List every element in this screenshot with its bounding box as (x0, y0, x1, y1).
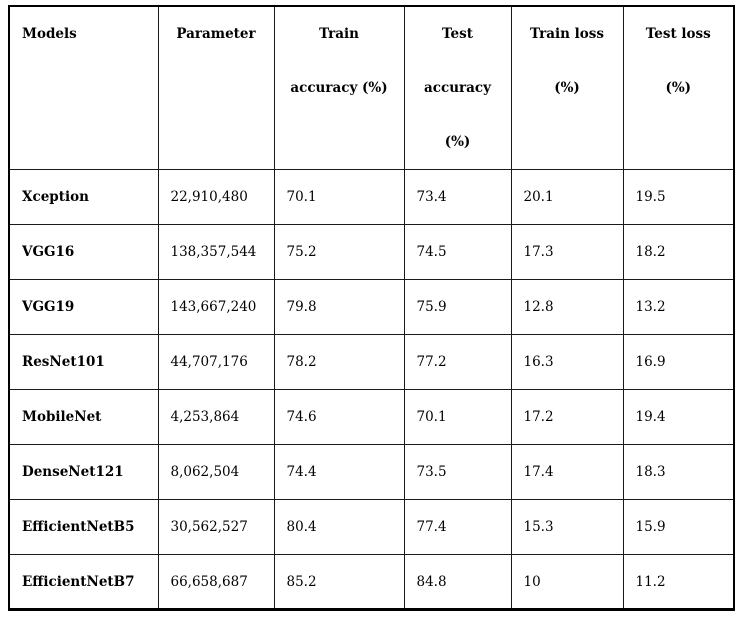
cell-parameter: 22,910,480 (158, 170, 274, 225)
cell-model: MobileNet (9, 390, 158, 445)
header-cell-test-accuracy (404, 6, 511, 170)
cell-train-accuracy: 80.4 (274, 500, 404, 555)
cell-train-loss: 16.3 (511, 335, 623, 390)
cell-train-accuracy: 74.4 (274, 445, 404, 500)
table-row (9, 555, 734, 610)
table-row (9, 170, 734, 225)
header-label-train-loss-line2: (%) (554, 80, 580, 96)
cell-train-accuracy: 85.2 (274, 555, 404, 610)
table-row (9, 335, 734, 390)
table-row (9, 445, 734, 500)
table-row (9, 500, 734, 555)
cell-train-loss: 15.3 (511, 500, 623, 555)
cell-model: EfficientNetB7 (9, 555, 158, 610)
cell-test-accuracy: 73.5 (404, 445, 511, 500)
cell-parameter: 30,562,527 (158, 500, 274, 555)
cell-test-accuracy: 70.1 (404, 390, 511, 445)
cell-train-loss: 10 (511, 555, 623, 610)
cell-parameter: 138,357,544 (158, 225, 274, 280)
header-label-models: Models (22, 26, 77, 42)
header-label-parameter: Parameter (176, 26, 256, 42)
cell-test-accuracy: 74.5 (404, 225, 511, 280)
header-cell-models (9, 6, 158, 170)
cell-test-loss: 18.3 (623, 445, 734, 500)
cell-train-loss: 12.8 (511, 280, 623, 335)
header-cell-train-accuracy (274, 6, 404, 170)
cell-test-loss: 13.2 (623, 280, 734, 335)
cell-model: VGG19 (9, 280, 158, 335)
table-row (9, 225, 734, 280)
header-label-train-loss-line1: Train loss (530, 26, 604, 42)
cell-test-accuracy: 75.9 (404, 280, 511, 335)
header-label-test-loss-line2: (%) (665, 80, 692, 96)
header-row (9, 6, 734, 170)
header-label-test-accuracy-line2: accuracy (424, 80, 491, 96)
cell-parameter: 8,062,504 (158, 445, 274, 500)
cell-parameter: 4,253,864 (158, 390, 274, 445)
cell-train-accuracy: 70.1 (274, 170, 404, 225)
model-comparison-table (8, 5, 735, 611)
header-label-test-accuracy-line1: Test (442, 26, 473, 42)
header-label-train-accuracy-line2: accuracy (%) (290, 80, 388, 96)
cell-model: VGG16 (9, 225, 158, 280)
cell-test-loss: 19.4 (623, 390, 734, 445)
cell-test-loss: 18.2 (623, 225, 734, 280)
header-label-test-loss-line1: Test loss (645, 26, 711, 42)
cell-train-loss: 20.1 (511, 170, 623, 225)
table-row (9, 280, 734, 335)
cell-train-accuracy: 79.8 (274, 280, 404, 335)
cell-parameter: 44,707,176 (158, 335, 274, 390)
cell-model: ResNet101 (9, 335, 158, 390)
header-cell-test-loss (623, 6, 734, 170)
cell-test-loss: 15.9 (623, 500, 734, 555)
header-cell-parameter (158, 6, 274, 170)
cell-parameter: 66,658,687 (158, 555, 274, 610)
cell-test-accuracy: 84.8 (404, 555, 511, 610)
cell-model: Xception (9, 170, 158, 225)
cell-train-loss: 17.2 (511, 390, 623, 445)
cell-train-loss: 17.4 (511, 445, 623, 500)
cell-test-loss: 16.9 (623, 335, 734, 390)
cell-train-accuracy: 78.2 (274, 335, 404, 390)
cell-test-loss: 19.5 (623, 170, 734, 225)
cell-train-accuracy: 74.6 (274, 390, 404, 445)
cell-test-loss: 11.2 (623, 555, 734, 610)
table-row (9, 390, 734, 445)
header-label-test-accuracy-line3: (%) (444, 134, 471, 150)
header-cell-train-loss (511, 6, 623, 170)
cell-train-loss: 17.3 (511, 225, 623, 280)
cell-test-accuracy: 73.4 (404, 170, 511, 225)
cell-model: EfficientNetB5 (9, 500, 158, 555)
cell-test-accuracy: 77.4 (404, 500, 511, 555)
cell-train-accuracy: 75.2 (274, 225, 404, 280)
header-label-train-accuracy-line1: Train (319, 26, 359, 42)
cell-test-accuracy: 77.2 (404, 335, 511, 390)
cell-parameter: 143,667,240 (158, 280, 274, 335)
cell-model: DenseNet121 (9, 445, 158, 500)
